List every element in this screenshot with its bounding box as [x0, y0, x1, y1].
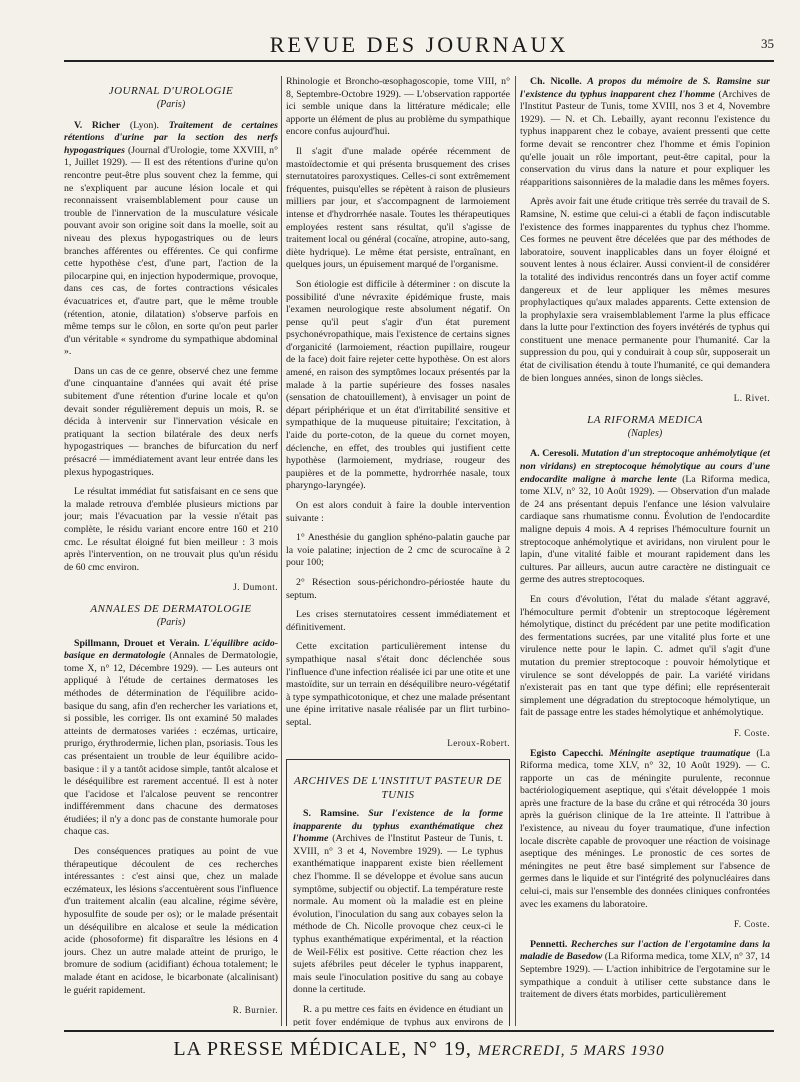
article-author: V. Richer	[74, 119, 121, 131]
article-title: Recherches sur l'action de l'ergotamine dans la maladie de Basedow	[520, 938, 770, 963]
article-origin: (Lyon).	[129, 119, 160, 131]
article-paragraph: R. a pu mettre ces faits en évidence en étudiant un petit foyer endémique de typhus aux environs de	[293, 1004, 503, 1026]
article-paragraph: Des conséquences pratiques au point de vue thérapeutique découlent de ces recherches intéressantes : c'est ainsi que, chez un malade eczémateux, les lésions s'accentuèrent sous l'influence d'un traitement alcalin (eau alcaline, régime sévère, hyposulfite de soude per os); or le malade présentait un déséquilibre en alcalose et seule la médication acide (phosoforme) fit disparaître les lésions en 4 jours. Chez un autre malade atteint de prurigo, le bromure de sodium (acidifiant) échoua totalement; le malade étant en acidose, le bicarbonate (alcalinisant) le guérit rapidement.	[64, 846, 278, 996]
article-nicolle	[520, 76, 770, 189]
article-body: (Journal d'Urologie, tome XXVIII, n° 1, Juillet 1929). — Il est des rétentions d'urine qu'on rencontre peut-être plus souvent chez la femme, qui ne s'expliquent par aucune lésion locale et qui reconnaissent vraisemblablement pour cause un trouble de l'innervation de la musculature vésicale pouvant avoir son origine soit dans la moelle, soit au niveau des plexus hypogastriques ou de leurs branches afférentes ou efférentes. Ce qui confirme cette hypothèse c'est, d'une part, l'action de la pilocarpine qui, en injection hypodermique, provoque, dans ces cas, de fortes contractions vésicales évacuatrices et, d'autre part, que le même trouble (rétention, atonie, dilatation) s'observe parfois en même temps sur le côlon, en sorte qu'on peut parler d'un véritable « syndrome du sympathique abdominal ».	[64, 144, 278, 358]
article-author: Egisto Capecchi.	[530, 747, 604, 759]
article-title: L'équilibre acido-basique en dermatologie	[64, 637, 278, 662]
column-1	[64, 76, 278, 1026]
running-title: REVUE DES JOURNAUX	[269, 32, 569, 57]
section-box-institut-pasteur	[286, 759, 510, 1026]
column-rule	[281, 76, 282, 1026]
article-pennetti	[520, 939, 770, 1002]
article-title: Traitement de certaines rétentions d'urine par la section des nerfs hypogastriques	[64, 119, 278, 156]
article-paragraph: Son étiologie est difficile à déterminer : on discute la possibilité d'une névraxite épidémique fruste, mais l'examen neurologique reste absolument négatif. On pense qu'il peut s'agir d'un état purement psychonévropathique, mais l'existence de certains signes d'organicité (larmoiement, réaction pupillaire, rougeur de la face) doit faire rejeter cette hypothèse. On est alors amené, en raison des symptômes locaux présentés par la malade à la partie supérieure des fosses nasales (sensation de chatouillement), à envisager un point de départ périphérique et un état d'irritabilité sensitive et sympathique de la muqueuse pituitaire; l'excitation, à l'aide du porte-coton, de la queue du cornet moyen, déclenche, en effet, des troubles qui justifient cette hypothèse (larmoiement, mydriase, rougeur des paupières et de la pommette, hydrorrhée nasale, toux pharyngo-laryngée).	[286, 278, 510, 492]
section-location: (Naples)	[627, 427, 663, 439]
article-paragraph: On est alors conduit à faire la double intervention suivante :	[286, 500, 510, 524]
article-title: Sur l'existence de la forme inapparente du typhus exanthématique chez l'homme	[293, 808, 503, 845]
section-title-journal-urologie: JOURNAL D'UROLOGIE	[108, 85, 234, 97]
article-title: Mutation d'un streptocoque anhémolytique (et non viridans) en streptocoque hémolytique au cours d'une endocardite maligne à marche lente	[520, 448, 770, 485]
column-rule	[515, 76, 516, 1026]
article-body: (Archives de l'Institut Pasteur de Tunis, t. XVIII, n° 3 et 4, Novembre 1929). — Le typhus exanthématique inapparent existe bien réellement chez l'homme. Il se développe et évolue sans aucun symptôme, subjectif ou objectif. La température reste normale. Au moment où la maladie est en pleine évolution, l'inoculation du sang aux cobayes selon la méthode de Ch. Nicolle provoque chez ceux-ci le typhus exanthématique expérimental, et la réaction de Weil-Félix est positive. Cette réaction chez les sujets afébriles peut déceler le typhus inapparent, mais seule l'inoculation positive du sang au cobaye donne la certitude.	[293, 833, 503, 996]
column-3	[520, 76, 770, 1026]
article-author: Spillmann, Drouet et Verain.	[74, 637, 200, 649]
article-signature: J. Dumont.	[233, 582, 278, 593]
article-body: (Archives de l'Institut Pasteur de Tunis, tome XVIII, nos 3 et 4, Novembre 1929). — N. et Ch. Lebailly, ayant reconnu l'existence du typhus inapparent chez le cobaye, avaient pressenti que cette forme devait se rencontrer chez l'homme et émis l'opinion qu'elle jouait un rôle important, peut-être capital, pour la conservation du virus dans la nature et pour expliquer les réapparitions saisonnières de la maladie dans les mêmes foyers.	[520, 88, 770, 188]
section-location: (Paris)	[156, 99, 186, 110]
article-paragraph: Le résultat immédiat fut satisfaisant en ce sens que la malade retrouva d'emblée plusieurs mictions par jour; mais l'évacuation par la vessie n'était pas complète, le résidu variant encore entre 160 et 210 cmc. Le résultat éloigné fut bien meilleur : 3 mois après l'intervention, on ne trouvait plus qu'un résidu de 60 cmc environ.	[64, 486, 278, 573]
article-spillmann	[64, 638, 278, 840]
separator-asterisk	[64, 1025, 278, 1026]
section-title-riforma-medica: LA RIFORMA MEDICA	[587, 413, 703, 426]
article-paragraph: Après avoir fait une étude critique très serrée du travail de S. Ramsine, N. estime que celui-ci a établi de façon indiscutable l'existence des formes inapparentes du typhus chez l'homme. Ces formes ne peuvent être décelées que par des méthodes de laboratoire, souvent inapplicables dans un foyer éloigné et souvent lentes à nous éclairer. Aussi convient-il de considérer la totalité des individus rencontrés dans un foyer actif comme dangereux et de leur appliquer les mêmes mesures prophylactiques qu'aux malades apparents. Cette extension de la prophylaxie sera vraisemblablement l'arme la plus efficace dans la lutte pour l'extinction des foyers invétérés de typhus qui constituent une menace permanente pour l'humanité. Car la suppression du pou, qui y conduirait à coup sûr, supposerait un état de civilisation étendu à toute l'humanité, ce qui demandera de bien longues années, sinon de longs siècles.	[520, 196, 770, 384]
page-footer	[64, 1030, 774, 1066]
footer-line	[64, 1038, 774, 1061]
article-paragraph: Cette excitation particulièrement intense du sympathique nasal s'était donc déclenchée sous l'influence d'une infection réalisée ici par une otite et une mastoïdite, sur un terrain en déséquilibre neuro-végétatif à type sympathicotonique, et chez une malade présentant une épine irritative nasale réalisée par un flirt turbino-septal.	[286, 641, 510, 728]
section-location: (Paris)	[156, 616, 186, 628]
article-author: Ch. Nicolle.	[530, 76, 582, 87]
article-paragraph: En cours d'évolution, l'état du malade s'étant aggravé, l'hémoculture permit d'obtenir un streptocoque légèrement hémolytique, distinct du précédent par une petite modification des fermentations sucrées, par une vitalité plus forte et une virulence nette pour le lapin. C. admet qu'il s'agit d'une mutation du premier streptocoque : pouvoir hémolytique et virulence se sont développés de pair. La variété viridans n'existerait pas en tant que type défini; elle représenterait simplement une dégradation du streptocoque hémolytique, un fait de passage entre les stades hémolytique et anhémolytique.	[520, 593, 770, 719]
article-title: A propos du mémoire de S. Ramsine sur l'existence du typhus inapparent chez l'homme	[520, 76, 770, 100]
article-ramsine	[293, 808, 503, 997]
article-signature: R. Burnier.	[232, 1005, 278, 1016]
article-body: (La Riforma medica, tome XLV, n° 32, 10 Août 1929). — Observation d'un malade de 24 ans présentant depuis l'enfance une lésion valvulaire cardiaque sans rhumatisme connu. Évolution de l'endocardite maligne depuis 4 mois. A 4 reprises l'hémoculture fournit un streptocoque anhémolytique et aviridans, non virulent pour le lapin, d'une vitalité faible et mourant rapidement dans les cultures. Par ailleurs, aucun autre caractère ne distinguait ce germe des autres streptocoques.	[520, 473, 770, 586]
article-capecchi	[520, 748, 770, 912]
section-title-annales-dermatologie: ANNALES DE DERMATOLOGIE	[90, 602, 252, 615]
article-richer	[64, 120, 278, 359]
article-paragraph: Dans un cas de ce genre, observé chez une femme d'une cinquantaine d'années qui avait été prise subitement d'une rétention d'urine locale et qu'on devait sonder régulièrement depuis un mois, R. se décida à intervenir sur l'innervation vésicale en pratiquant la section bilatérale des deux nerfs hypogastriques — branches de bifurcation du nerf présacré — immédiatement avant leur entrée dans les plexus hypogastriques.	[64, 365, 278, 478]
article-paragraph: Il s'agit d'une malade opérée récemment de mastoïdectomie et qui présenta brusquement des crises sternutatoires paroxystiques. Celles-ci sont extrêmement fréquentes, puisqu'elles se répètent à raison de plusieurs milliers par jour, et s'accompagnent de larmoiement intense et d'hydrorrhée nasale. Toutes les thérapeutiques employées restent sans résultat, qu'il s'agisse de traitement local ou général (cocaïne, atropine, auto-sang, diète hydrique). Le même état persiste, entraînant, en quelques jours, un épuisement marqué de l'organisme.	[286, 145, 510, 271]
article-body: (La Riforma medica, tome XLV, n° 37, 14 Septembre 1929). — L'action inhibitrice de l'ergotamine sur le sympathique a conduit à utiliser cette substance dans le traitement de divers états morbides, particulièrement	[520, 951, 770, 1001]
article-paragraph: 2° Résection sous-périchondro-périostée haute du septum.	[286, 576, 510, 601]
article-paragraph: Rhinologie et Broncho-œsophagoscopie, tome VIII, n° 8, Septembre-Octobre 1929). — L'observation rapportée ici semble unique dans la littérature médicale; elle apporte un élément de plus au problème du sympathique encore confus aujourd'hui.	[286, 76, 510, 138]
article-author: S. Ramsine.	[303, 808, 360, 820]
article-body: (La Riforma medica, tome XLV, n° 32, 10 Août 1929). — C. rapporte un cas de méningite purulente, reconnue bactériologiquement aseptique, qui s'était développée 1 mois après une fracture de la base du crâne et qui rétrocéda 30 jours après la guérison clinique de la 1re atteinte. Il l'attribue à l'existence, au niveau du foyer traumatique, d'une infection locale discrète capable de provoquer une réaction de voisinage aseptique des méninges. Le pronostic de ces sortes de méningites ne peut être basé simplement sur l'absence de germes dans le liquide et sur l'intégrité des polynucléaires dans celui-ci, mais sur l'ensemble des données cliniques confrontées avec les examens du laboratoire.	[520, 747, 770, 910]
article-author: A. Ceresoli.	[530, 448, 579, 460]
article-title: Méningite aseptique traumatique	[609, 747, 751, 759]
article-signature: L. Rivet.	[733, 393, 770, 404]
article-author: Pennetti.	[530, 938, 568, 950]
article-ceresoli	[520, 448, 770, 587]
article-paragraph: 1° Anesthésie du ganglion sphéno-palatin gauche par la voie palatine; injection de 2 cmc de scurocaïne à 2 pour 100;	[286, 532, 510, 569]
article-body: (Annales de Dermatologie, tome X, n° 12, Décembre 1929). — Les auteurs ont appliqué à l'étude de certaines dermatoses les méthodes de détermination de l'équilibre acido-basique du sang, afin d'en rechercher les variations et, si possible, les corriger. Ils ont examiné 50 malades atteints de dermatoses variées : eczémas, urticaire, prurigo, érythrodermie, lichen plan, psoriasis. Tous les cas présentaient un trouble de leur équilibre acido-basique : il y a tantôt acidose simple, tantôt alcalose et le déséquilibre est rarement accentué. Il est à noter que l'acidose et l'alcalose peuvent se rencontrer indifféremment dans chacune des dermatoses étudiées; il n'y a donc pas de constante humorale pour chaque cas.	[64, 650, 278, 838]
column-2	[286, 76, 510, 1026]
article-signature: F. Coste.	[733, 919, 770, 930]
page-number: 35	[761, 36, 774, 51]
article-signature: Leroux-Robert.	[447, 737, 510, 748]
article-paragraph: Les crises sternutatoires cessent immédiatement et définitivement.	[286, 609, 510, 633]
page-header	[64, 30, 774, 62]
footer-journal: LA PRESSE MÉDICALE, N° 19,	[173, 1038, 472, 1060]
footer-date: MERCREDI, 5 MARS 1930	[477, 1043, 665, 1059]
section-title-archives-pasteur: ARCHIVES DE L'INSTITUT PASTEUR DE TUNIS	[294, 775, 502, 802]
article-signature: F. Coste.	[733, 727, 770, 738]
